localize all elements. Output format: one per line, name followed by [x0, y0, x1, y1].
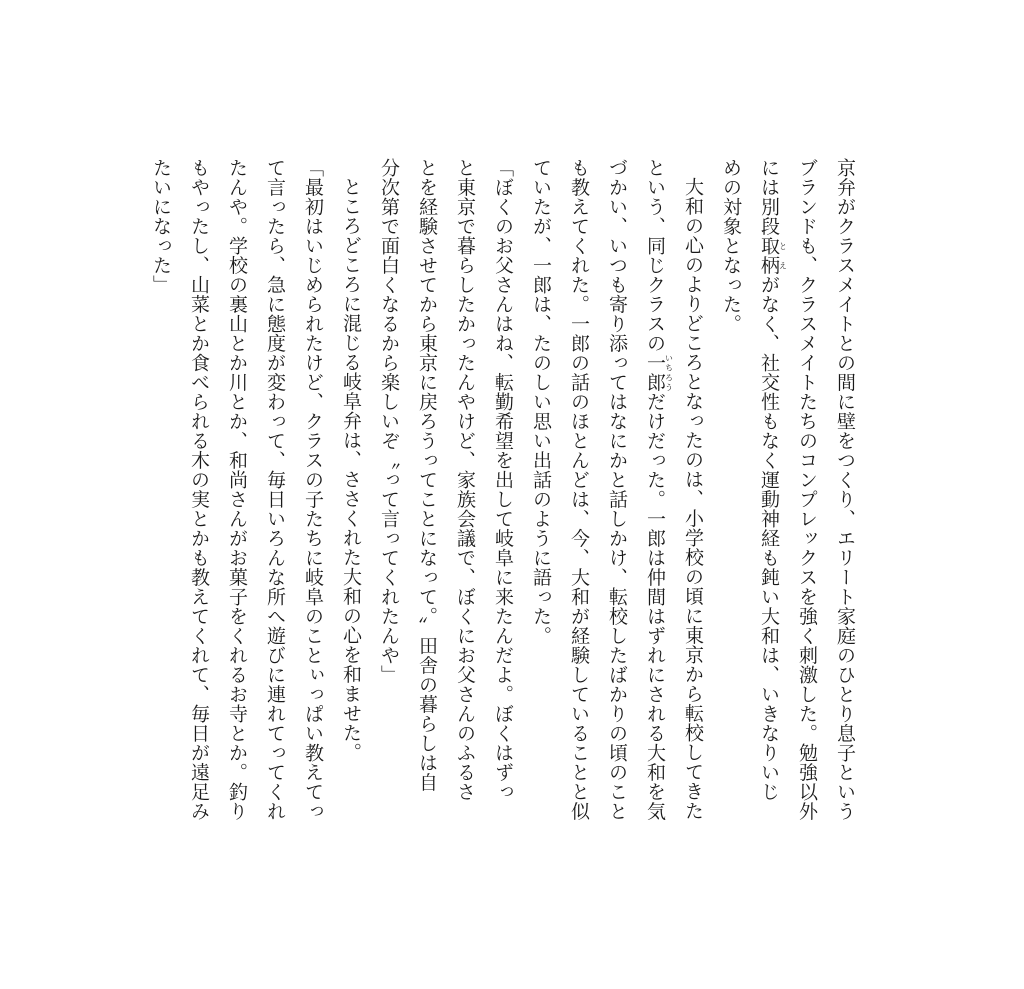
- column-text-after: がなく、社交性もなく運動神経も鈍い大和は、いきなりいじ: [758, 275, 780, 802]
- text-column: ていたが、一郎は、たのしい思い出話のように語った。: [530, 158, 552, 646]
- column-text-before: には別段: [758, 158, 780, 236]
- text-column: て言ったら、急に態度が変わって、毎日いろんな所へ遊びに連れてってくれ: [264, 158, 286, 821]
- text-column: ブランドも、クラスメイトたちのコンプレックスを強く刺激した。勉強以外: [796, 158, 818, 821]
- text-column: 京弁がクラスメイトとの間に壁をつくり、エリート家庭のひとり息子という: [834, 158, 856, 821]
- column-text-after: だけだった。一郎は仲間はずれにされる大和を気: [644, 392, 666, 821]
- furigana-word: [644, 353, 674, 392]
- text-column: もやったし、山菜とか食べられる木の実とかも教えてくれて、毎日が遠足み: [188, 158, 210, 821]
- text-column: 「ぼくのお父さんはね、転勤希望を出して岐阜に来たんだよ。ぼくはずっ: [492, 158, 514, 802]
- text-column: 「最初はいじめられたけど、クラスの子たちに岐阜のことぃっぱい教えてっ: [302, 158, 324, 821]
- text-column: めの対象となった。: [720, 158, 742, 334]
- text-column: たんや。学校の裏山とか川とか、和尚さんがお菓子をくれるお寺とか。釣り: [226, 158, 248, 821]
- text-column: も教えてくれた。一郎の話のほとんどは、今、大和が経験していることと似: [568, 158, 590, 821]
- furigana-base: 取柄: [758, 236, 780, 275]
- furigana-word: [758, 236, 788, 275]
- furigana-reading: とえ: [778, 236, 788, 275]
- text-column: [636, 158, 674, 858]
- text-column: 分次第で面白くなるから楽しいぞ〝って言ってくれたんや」: [378, 158, 400, 685]
- vertical-text-body: [142, 158, 864, 858]
- column-text-before: という、同じクラスの: [644, 158, 666, 353]
- text-column: ところどころに混じる岐阜弁は、ささくれた大和の心を和ませた。: [340, 177, 362, 762]
- text-column: とを経験させてから東京に戻ろうってことになって。〞田舎の暮らしは自: [416, 158, 438, 792]
- furigana-reading: いちろう: [664, 353, 674, 392]
- text-column: たいになった」: [150, 158, 172, 295]
- furigana-base: 一郎: [644, 353, 666, 392]
- text-column: づかい、いつも寄り添ってはなにかと話しかけ、転校したばかりの頃のこと: [606, 158, 628, 821]
- text-column: と東京で暮らしたかったんやけど、家族会議で、ぼくにお父さんのふるさ: [454, 158, 476, 802]
- text-column: [750, 158, 788, 858]
- text-column: 大和の心のよりどころとなったのは、小学校の頃に東京から転校してきた: [682, 177, 704, 821]
